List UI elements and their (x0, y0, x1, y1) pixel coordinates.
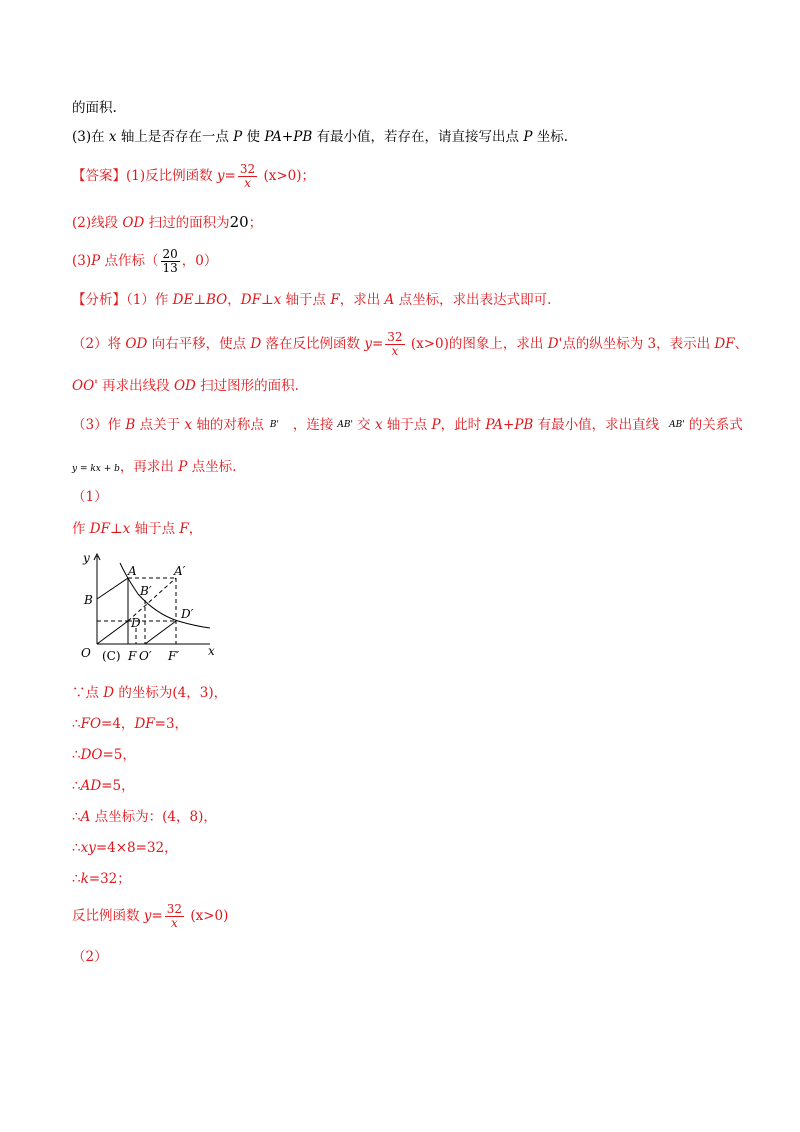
analysis-text: 轴于点 (281, 292, 331, 308)
label-ap: A′ (174, 564, 186, 578)
analysis-text: ，再求出 (119, 459, 179, 475)
answer-line-2 (72, 213, 262, 232)
q3-var: P (523, 129, 533, 145)
answer-text: ； (248, 215, 263, 231)
segment-op-dp (145, 621, 176, 644)
analysis-text: 点坐标. (187, 459, 237, 475)
q3-text: 轴上是否存在一点 (116, 129, 234, 145)
answer-var: y= (216, 168, 236, 184)
label-dp: D′ (181, 607, 194, 621)
solution-text: （1） (72, 489, 108, 505)
solution-text: =32； (88, 871, 131, 887)
solution-line (72, 903, 228, 930)
analysis-math-image: AB' (669, 420, 685, 430)
analysis-var: D' (547, 336, 563, 352)
question-3 (72, 128, 568, 146)
analysis-text: 点的纵坐标为 3，表示出 (562, 336, 715, 352)
answer-label: 【答案】 (72, 168, 126, 184)
fraction (161, 248, 180, 275)
analysis-text: 有最小值，求出直线 (533, 417, 660, 433)
analysis-var: P (178, 459, 188, 475)
answer-text: (1)反比例函数 (126, 168, 217, 184)
dashed-d-ap (128, 578, 176, 621)
analysis-var: x (374, 417, 383, 433)
q3-var: P (233, 129, 243, 145)
solution-line (72, 808, 217, 826)
analysis-text: ，求出 (339, 292, 385, 308)
q3-text: (3)在 (72, 129, 109, 145)
analysis-var: A (384, 292, 395, 308)
solution-var: DF⊥x (89, 521, 131, 537)
solution-text: ， (188, 521, 203, 537)
label-o: O (81, 646, 91, 660)
fraction-den: x (244, 176, 251, 190)
answer-text: 点作标（ (100, 253, 159, 269)
fraction-num: 32 (387, 330, 403, 344)
analysis-text: （1）作 (126, 292, 173, 308)
solution-var: k (80, 871, 89, 887)
label-x: x (208, 644, 215, 658)
q3-text: 有最小值，若存在，请直接写出点 (312, 129, 524, 145)
solution-line (72, 684, 227, 702)
q3-text: 坐标. (532, 129, 569, 145)
solution-text: ∴ (72, 778, 81, 794)
fraction-den: x (391, 344, 399, 358)
analysis-math-image: B' (269, 420, 279, 430)
analysis-text: 再求出线段 (97, 378, 174, 394)
label-a: A (128, 564, 137, 578)
fraction (385, 331, 404, 358)
analysis-text: 扫过图形的面积. (195, 378, 299, 394)
fraction (165, 903, 184, 930)
solution-line (72, 746, 136, 764)
analysis-text: ，此时 (440, 417, 486, 433)
intro-text: 的面积. (72, 100, 117, 116)
solution-text: ∴ (72, 871, 81, 887)
solution-text: ∴ (72, 840, 81, 856)
segment-ba (97, 578, 128, 599)
solution-text: ∵点 (72, 685, 104, 701)
label-op: O′ (139, 649, 152, 663)
analysis-var: PA+PB (485, 417, 534, 433)
analysis-text: ， (227, 292, 241, 308)
analysis-text: ，连接 (292, 417, 334, 433)
solution-line (72, 715, 188, 733)
fraction-num: 32 (239, 162, 256, 176)
solution-text: ∴ (72, 716, 81, 732)
answer-var: OD (122, 215, 145, 231)
fraction (238, 163, 257, 190)
answer-text: ，0） (181, 253, 218, 269)
solution-text: (x>0) (186, 908, 229, 924)
solution-text: （2） (72, 949, 108, 965)
solution-text: 点坐标为：(4，8)， (90, 809, 217, 825)
analysis-text: 向右平移，使点 (147, 336, 251, 352)
analysis-var: DF (714, 336, 735, 352)
solution-part-2 (72, 948, 108, 966)
analysis-line-3b (72, 458, 236, 478)
label-y: y (83, 551, 90, 565)
solution-line (72, 520, 202, 538)
analysis-text: 的关系式 (688, 417, 743, 433)
analysis-var: B (125, 417, 136, 433)
solution-part-1 (72, 488, 108, 506)
analysis-text: （3）作 (72, 417, 126, 433)
analysis-label: 【分析】 (72, 292, 126, 308)
analysis-text: （2）将 (72, 336, 126, 352)
analysis-line-1 (72, 291, 551, 309)
analysis-text: 轴于点 (382, 417, 432, 433)
solution-text: =3， (154, 716, 189, 732)
geometry-diagram (70, 548, 220, 666)
label-bp: B′ (140, 584, 152, 598)
analysis-var: OO' (72, 378, 98, 394)
solution-text: =5， (102, 747, 136, 763)
label-c: (C) (102, 649, 121, 663)
analysis-text: 落在反比例函数 (261, 336, 365, 352)
solution-line (72, 777, 135, 795)
answer-text: (2)线段 (72, 215, 123, 231)
analysis-var: OD (173, 378, 196, 394)
solution-line (72, 839, 178, 857)
answer-text: (3) (72, 253, 92, 269)
intro-line (72, 99, 117, 117)
segment-od (97, 621, 128, 644)
analysis-line-2b (72, 377, 299, 395)
q3-var: x (108, 129, 117, 145)
analysis-var: F (330, 292, 340, 308)
solution-var: xy (80, 840, 96, 856)
solution-text: ∴ (72, 747, 81, 763)
analysis-var: DF⊥x (240, 292, 282, 308)
analysis-var: D (250, 336, 262, 352)
analysis-var: x (184, 417, 193, 433)
analysis-line-3 (72, 416, 743, 434)
q3-text: 使 (242, 129, 265, 145)
analysis-text: 轴的对称点 (192, 417, 264, 433)
answer-line-3 (72, 248, 217, 275)
analysis-text: 点坐标，求出表达式即可. (394, 292, 552, 308)
solution-var: D (103, 685, 115, 701)
fraction-num: 32 (166, 902, 183, 916)
analysis-var: OD (125, 336, 148, 352)
analysis-var: P (431, 417, 441, 433)
solution-text: =4， (101, 716, 135, 732)
label-fp: F′ (168, 649, 180, 663)
answer-var: P (91, 253, 101, 269)
analysis-text: 、 (734, 336, 749, 352)
fraction-num: 20 (162, 247, 178, 261)
solution-text: =5， (101, 778, 135, 794)
analysis-text: 点关于 (135, 417, 185, 433)
q3-expr: PA+PB (264, 129, 313, 145)
solution-text: 作 (72, 521, 90, 537)
solution-var: FO (80, 716, 102, 732)
solution-var: DO (80, 747, 103, 763)
analysis-line-2 (72, 331, 748, 358)
label-f: F (128, 649, 137, 663)
answer-value: 20 (229, 213, 249, 231)
solution-var: DF (134, 716, 155, 732)
solution-line (72, 870, 131, 888)
solution-text: ∴ (72, 809, 81, 825)
fraction-den: x (171, 916, 178, 930)
answer-text: (x>0)； (259, 168, 315, 184)
fraction-den: 13 (162, 261, 178, 275)
analysis-text: (x>0)的图象上，求出 (406, 336, 548, 352)
analysis-var: DE⊥BO (172, 292, 228, 308)
analysis-math-image: y = kx + b (72, 464, 120, 474)
solution-text: 轴于点 (130, 521, 180, 537)
solution-var: AD (80, 778, 102, 794)
label-b: B (84, 593, 93, 607)
analysis-text: 交 (357, 417, 375, 433)
solution-text: =4×8=32， (95, 840, 178, 856)
solution-text: 反比例函数 (72, 908, 144, 924)
solution-text: 的坐标为(4，3)， (114, 685, 228, 701)
solution-var: y= (143, 908, 163, 924)
answer-text: 扫过的面积为 (144, 215, 230, 231)
analysis-var: y= (364, 336, 384, 352)
solution-var: A (80, 809, 91, 825)
solution-var: F (179, 521, 189, 537)
label-d: D (131, 616, 141, 630)
answer-line-1 (72, 163, 315, 190)
analysis-math-image: AB' (337, 420, 354, 430)
